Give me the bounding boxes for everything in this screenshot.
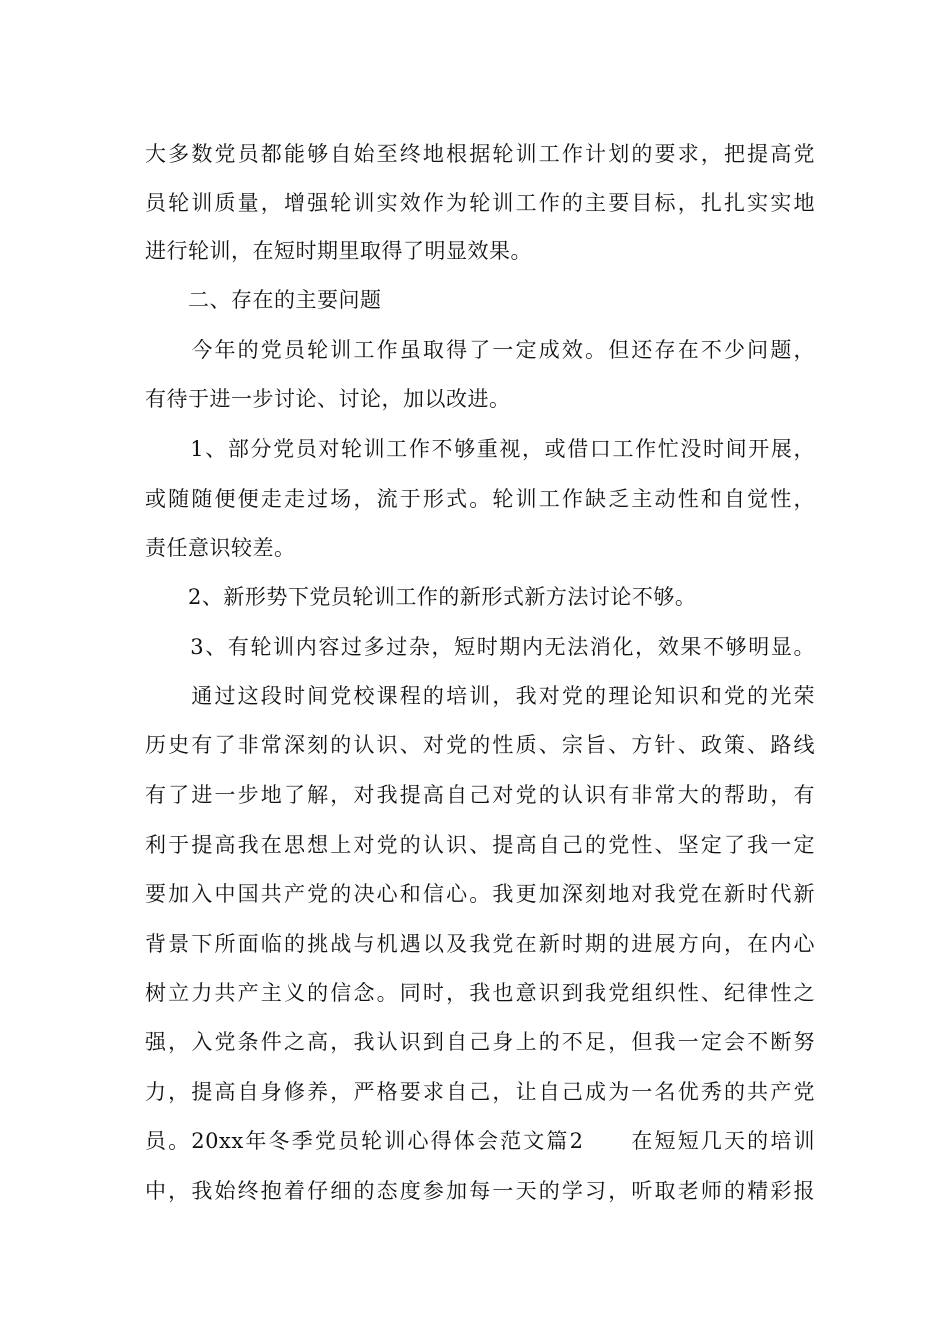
text-line: 员。20xx年冬季党员轮训心得体会范文篇2 在短短几天的培训 <box>145 1129 815 1153</box>
text-line: 要加入中国共产党的决心和信心。我更加深刻地对我党在新时代新 <box>145 882 815 906</box>
text-line: 历史有了非常深刻的认识、对党的性质、宗旨、方针、政策、路线 <box>145 733 815 757</box>
section-heading: 二、存在的主要问题 <box>145 288 382 312</box>
text-line: 责任意识较差。 <box>145 536 296 560</box>
text-line: 或随随便便走走过场，流于形式。轮训工作缺乏主动性和自觉性， <box>145 487 815 511</box>
text-line: 强，入党条件之高，我认识到自己身上的不足，但我一定会不断努 <box>145 1030 815 1054</box>
text-line: 今年的党员轮训工作虽取得了一定成效。但还存在不少问题， <box>145 338 815 362</box>
text-line: 中，我始终抱着仔细的态度参加每一天的学习，听取老师的精彩报 <box>145 1179 815 1203</box>
text-line: 树立力共产主义的信念。同时，我也意识到我党组织性、纪律性之 <box>145 981 815 1005</box>
text-line: 通过这段时间党校课程的培训，我对党的理论知识和党的光荣 <box>145 684 815 708</box>
text-line: 2、新形势下党员轮训工作的新形式新方法讨论不够。 <box>145 585 697 609</box>
text-line: 3、有轮训内容过多过杂，短时期内无法消化，效果不够明显。 <box>145 635 815 659</box>
text-line: 有了进一步地了解，对我提高自己对党的认识有非常大的帮助，有 <box>145 783 815 807</box>
text-line: 利于提高我在思想上对党的认识、提高自己的党性、坚定了我一定 <box>145 833 815 857</box>
text-line: 力，提高自身修养，严格要求自己，让自己成为一名优秀的共产党 <box>145 1080 815 1104</box>
text-line: 背景下所面临的挑战与机遇以及我党在新时期的进展方向，在内心 <box>145 932 815 956</box>
text-line: 1、部分党员对轮训工作不够重视，或借口工作忙没时间开展， <box>145 437 815 461</box>
text-line: 员轮训质量，增强轮训实效作为轮训工作的主要目标，扎扎实实地 <box>145 191 815 215</box>
text-line: 大多数党员都能够自始至终地根据轮训工作计划的要求，把提高党 <box>145 142 815 166</box>
text-line: 进行轮训，在短时期里取得了明显效果。 <box>145 239 532 263</box>
text-line: 有待于进一步讨论、讨论，加以改进。 <box>145 387 511 411</box>
